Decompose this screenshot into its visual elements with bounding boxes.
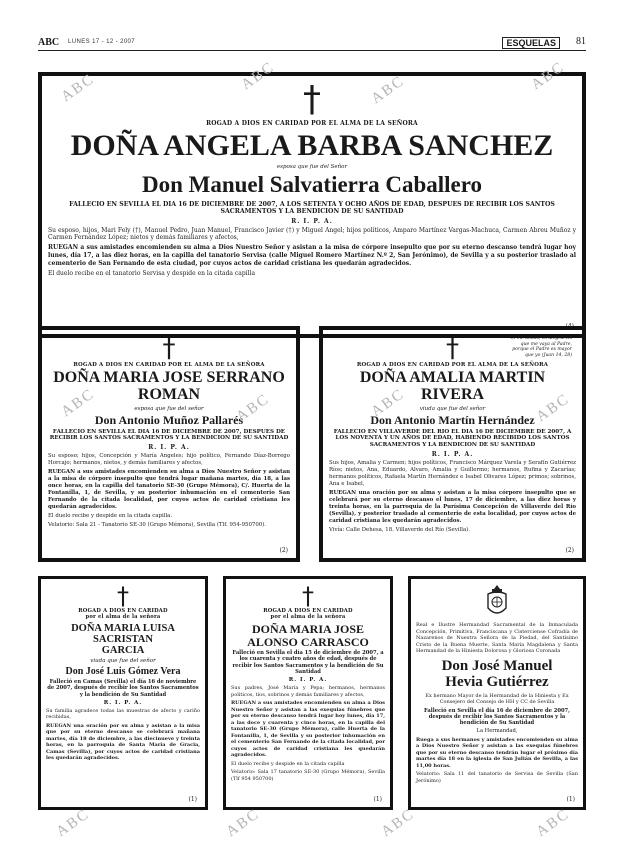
obituary-amalia-martin [319,326,586,562]
duelo-text: El duelo recibe en el tanatorio Servisa y despide en la citada capilla [48,269,256,277]
prayer-request: ROGAD A DIOS EN CARIDAD POR EL ALMA DE LA SEÑORA [356,362,549,368]
ceremony-details: RUEGAN una oración por su alma y asistan a la misa córpore insepulto que se celebrará por su eterno descanso el lunes, 17 de diciembre, a las diez horas y treinta horas, en la parroquia de la Purísima Concepción de Villaverde del Río (Sevilla), y posterior traslado al cementerio de esta localidad, por cuyos actos de caridad cristiana les quedarán agradecidos. [329,489,576,525]
obituary-jose-manuel-hevia [408,576,586,810]
rip-text: R. I. P. A. [148,444,190,452]
family-list: Sus padres, José María y Pepa; hermanos, hermanos políticos, tíos, sobrinos y demás familiares y afectos, [231,685,385,698]
quote-line: que yo (Juan 14, 28) [524,353,572,359]
deceased-name-line2: RIVERA [420,385,485,403]
obituary-maria-jose-serrano [38,326,300,562]
abc-watermark: ABC [378,805,418,841]
velatorio-text: Velatorio: Sala 11 del tanatorio de Servisa de Sevilla (San Jerónimo) [416,771,578,784]
spouse-name: Don José Luis Gómez Vera [65,666,181,678]
ceremony-details: RUEGAN a sus amistades encomienden su alma a Dios Nuestro Señor y asistan a la misa de córpore insepulto que por su eterno descanso tendrá lugar hoy lunes, día 17, a las diez horas, en la capilla del tanatorio Servisa (calle Miguel Romero Martínez N.º 2, San Jerónimo), de Sevilla y a su posterior traslado al cementerio de San Fernando de esta ciudad, por cuyos actos de caridad cristiana les quedarán agradecidos. [48,244,576,267]
abc-watermark: ABC [533,805,573,841]
obituary-angela-barba [38,72,586,338]
velatorio-text: Velatorio: Sala 17 tanatorio SE-30 (Grupo Mémora), Sevilla (Tlf 954 950700) [231,769,385,782]
deceased-name-line1: Don José Manuel [441,657,553,674]
abc-watermark: ABC [533,390,573,426]
abc-watermark: ABC [238,58,278,94]
cross-icon: † [162,334,176,364]
death-details: Falleció en Camas (Sevilla) el día 16 de noviembre de 2007, después de recibir los Santos Sacramentos y la bendición de Su Santidad [47,679,199,698]
spouse-intro: viuda que fue del señor [90,658,156,665]
insertion-count: (1) [188,796,197,803]
deceased-name-line2: Hevia Gutiérrez [445,674,549,690]
duelo-text: El duelo recibe y despide en la citada capilla [231,760,345,767]
prayer-request: ROGAD A DIOS EN CARIDAD POR EL ALMA DE LA SEÑORA [206,120,418,127]
insertion-count: (1) [373,796,382,803]
prayer-request: ROGAD A DIOS EN CARIDAD POR EL ALMA DE LA SEÑORA [73,362,265,368]
family-list: Sus hijos, Amalia y Carmen; hijos políticos, Francisco Márquez Varela y Serafín Gutiérrez Ríos; nietos, Ana, Eduardo, Alvaro, Amalia y Guillermo; hermanos, Rufina y Zacarías; hermanos políticos, Rafaela Martín Hernández e Isabel Olivares López; primos; sobrinos, Ana e Isabel, [329,459,576,487]
velatorio-text: Velatorio: Sala 21 - Tanatorio SE-30 (Grupo Mémora), Sevilla (Tlf. 954-950700). [48,522,266,529]
abc-watermark: ABC [368,385,408,421]
death-details: Falleció en Sevilla el día 16 de diciembre de 2007, después de recibir los Santos Sacramentos y la bendición de Su Santidad [424,707,570,726]
velatorio-text: Vivía: Calle Dehesa, 18. Villaverde del Río (Sevilla). [329,527,470,534]
death-details: FALLECIO EN SEVILLA EL DIA 16 DE DICIEMBRE DE 2007, A LOS SETENTA Y OCHO AÑOS DE EDAD, DESPUES DE RECIBIR LOS SANTOS SACRAMENTOS Y LA BENDICION DE SU SANTIDAD [69,200,555,216]
cross-icon: † [303,79,321,120]
rip-text: R. I. P. A. [103,699,143,706]
insertion-count: (2) [279,547,288,554]
brotherhood-name: Real e Ilustre Hermandad Sacramental de la Inmaculada Concepción, Primitiva, Franciscana y Cisterciense Cofradía de Nazarenos de Nuestra Señora de la Piedad, del Santísimo Cristo de la Buena Muerte, Santa María Magdalena y Santa Hermandad de la Hiniesta Dolorosa y Gloriosa Coronada [416,622,578,654]
section-name: ESQUELAS [502,37,560,49]
ceremony-details: RUEGAN a sus amistades encomienden su alma a Dios Nuestro Señor y asistan a la misa de córpore insepulto que tendrá lugar mañana martes, día 18, a las once horas, en la capilla del tanatorio SE-30 (Grupo Mémora), C/. Huerta de la Fontanilla, 1, de Sevilla, y su posterior inhumación en el cementerio San Fernando de la citada localidad, por cuyos actos de caridad cristiana les quedarán agradecidos. [48,469,290,511]
ceremony-details: Ruega a sus hermanos y amistades encomienden su alma a Dios Nuestro Señor y asistan a las exequias fúnebres que por su eterno descanso tendrán lugar el próximo día martes día 18 en la iglesia de San Julián de Sevilla, a las 11,00 horas. [416,736,578,769]
brotherhood-crest-icon [484,584,510,620]
ceremony-details: RUEGAN a sus amistades encomienden su alma a Dios Nuestro Señor y asistan a las exequias fúnebres que por su eterno descanso tendrá lugar hoy lunes, día 17, a las doce y cuarenta y cinco horas, en la capilla del tanatorio SE-30 (Grupo Mémora), calle Huerta de la Fontanilla, 1, de Sevilla y su posterior inhumación en el cementerio San Fernando de la citada localidad, por cuyos actos de caridad cristiana les quedarán agradecidos. [231,700,385,759]
prayer-request-sub: por el alma de la señora [270,614,346,620]
spouse-intro: esposa que fue del Señor [276,163,348,170]
death-details: FALLECIO EN VILLAVERDE DEL RIO EL DIA 16 DE DICIEMBRE DE 2007, A LOS NOVENTA Y UN AÑOS DE EDAD, HABIENDO RECIBIDO LOS SANTOS SACRAMENTOS Y LA BENDICION DE SU SANTIDAD [333,428,572,449]
rip-text: R. I. P. A. [291,217,333,225]
deceased-role: Ex hermano Mayor de la Hermandad de la Hiniesta y Ex Consejero del Consejo de HH y CC de Sevilla [425,692,569,705]
deceased-name-line1: DOÑA MARIA JOSE SERRANO [53,369,285,386]
deceased-name-line2: GARCIA [101,645,145,657]
deceased-name-line2: ALONSO CARRASCO [247,634,369,649]
spouse-name: Don Manuel Salvatierra Caballero [141,171,483,197]
spouse-name: Don Antonio Muñoz Pallarés [94,412,244,427]
death-details: Falleció en Sevilla el día 15 de diciembre de 2007, a los cuarenta y cuatro años de edad, después de recibir los Santos Sacramentos y la bendición de Su Santidad [232,650,384,675]
ceremony-details: RUEGAN una oración por su alma y asistan a la misa que por su eterno descanso se celebrará mañana martes, día 18 de diciembre, a las diecinueve y treinta horas, en la parroquia de Santa María de Gracia, Camas (Sevilla), por cuyos actos de caridad cristiana les quedarán agradecidos. [46,722,200,762]
deceased-name-line1: DOÑA MARIA JOSE [251,622,364,636]
bible-quote [492,336,572,359]
newspaper-logo: ABC [38,37,60,48]
rip-text: R. I. P. A. [431,450,474,458]
quote-line: que me vaya al Padre, [520,341,572,347]
prayer-request: ROGAD A DIOS EN CARIDAD [263,608,353,614]
deceased-name: DOÑA ANGELA BARBA SANCHEZ [70,129,554,162]
insertion-count: (2) [565,547,574,554]
prayer-request-sub: por el alma de la señora [85,614,161,620]
obituary-maria-luisa-sacristan [38,576,208,810]
death-details: FALLECIO EN SEVILLA EL DIA 16 DE DICIEMBRE DE 2007, DESPUES DE RECIBIR LOS SANTOS SACRAMENTOS Y LA BENDICION DE SU SANTIDAD [49,428,289,442]
abc-watermark: ABC [58,385,98,421]
spouse-intro: esposa que fue del señor [134,405,204,412]
page-header [38,36,586,51]
deceased-name-line2: ROMAN [137,385,201,403]
page-number: 81 [576,36,586,47]
rip-text: R. I. P. A. [288,677,328,684]
obituary-maria-jose-alonso [223,576,393,810]
abc-watermark: ABC [233,390,273,426]
cross-icon: † [117,582,129,610]
family-list: Su esposo; hijos, Concepción y María Angeles; hijo político, Fernando Díaz-Borrego Horcajo; hermanos, nietos, y demás familiares y afectos, [48,453,290,467]
quote-line: Si me amáis, os alegraréis [510,336,572,341]
family-list: Su esposo, hijos, Mari Fely (†), Manuel Pedro, Juan Manuel, Francisco Javier (†) y Miguel Angel; hijos políticos, Amparo Martínez Vargas-Machuca, Carmen Abreu Muñoz y Carmen Fernández López; nietos y demás familiares y afectos, [48,226,576,242]
deceased-name-line1: DOÑA MARIA LUISA SACRISTAN [71,623,175,646]
family-list: Su familia agradece todas las muestras de afecto y cariño recibidas, [46,707,200,721]
abc-watermark: ABC [528,58,568,94]
cross-icon: † [446,334,459,364]
spouse-intro: viuda que fue del señor [419,405,486,412]
quote-line: porque el Padre es mayor [512,347,572,353]
abc-watermark: ABC [223,805,263,841]
brotherhood-signature: La Hermandad, [476,728,518,735]
insertion-count: (1) [566,796,575,803]
abc-watermark: ABC [58,70,98,106]
insertion-count: (4) [565,323,574,330]
cross-icon: † [302,582,314,610]
duelo-text: El duelo recibe y despide en la citada capilla. [48,513,173,520]
abc-watermark: ABC [368,72,408,108]
abc-watermark: ABC [53,805,93,841]
deceased-name-line1: DOÑA AMALIA MARTIN [359,369,546,386]
spouse-name: Don Antonio Martín Hernández [370,412,535,427]
prayer-request: ROGAD A DIOS EN CARIDAD [78,608,168,614]
issue-date: LUNES 17 - 12 - 2007 [68,39,136,45]
